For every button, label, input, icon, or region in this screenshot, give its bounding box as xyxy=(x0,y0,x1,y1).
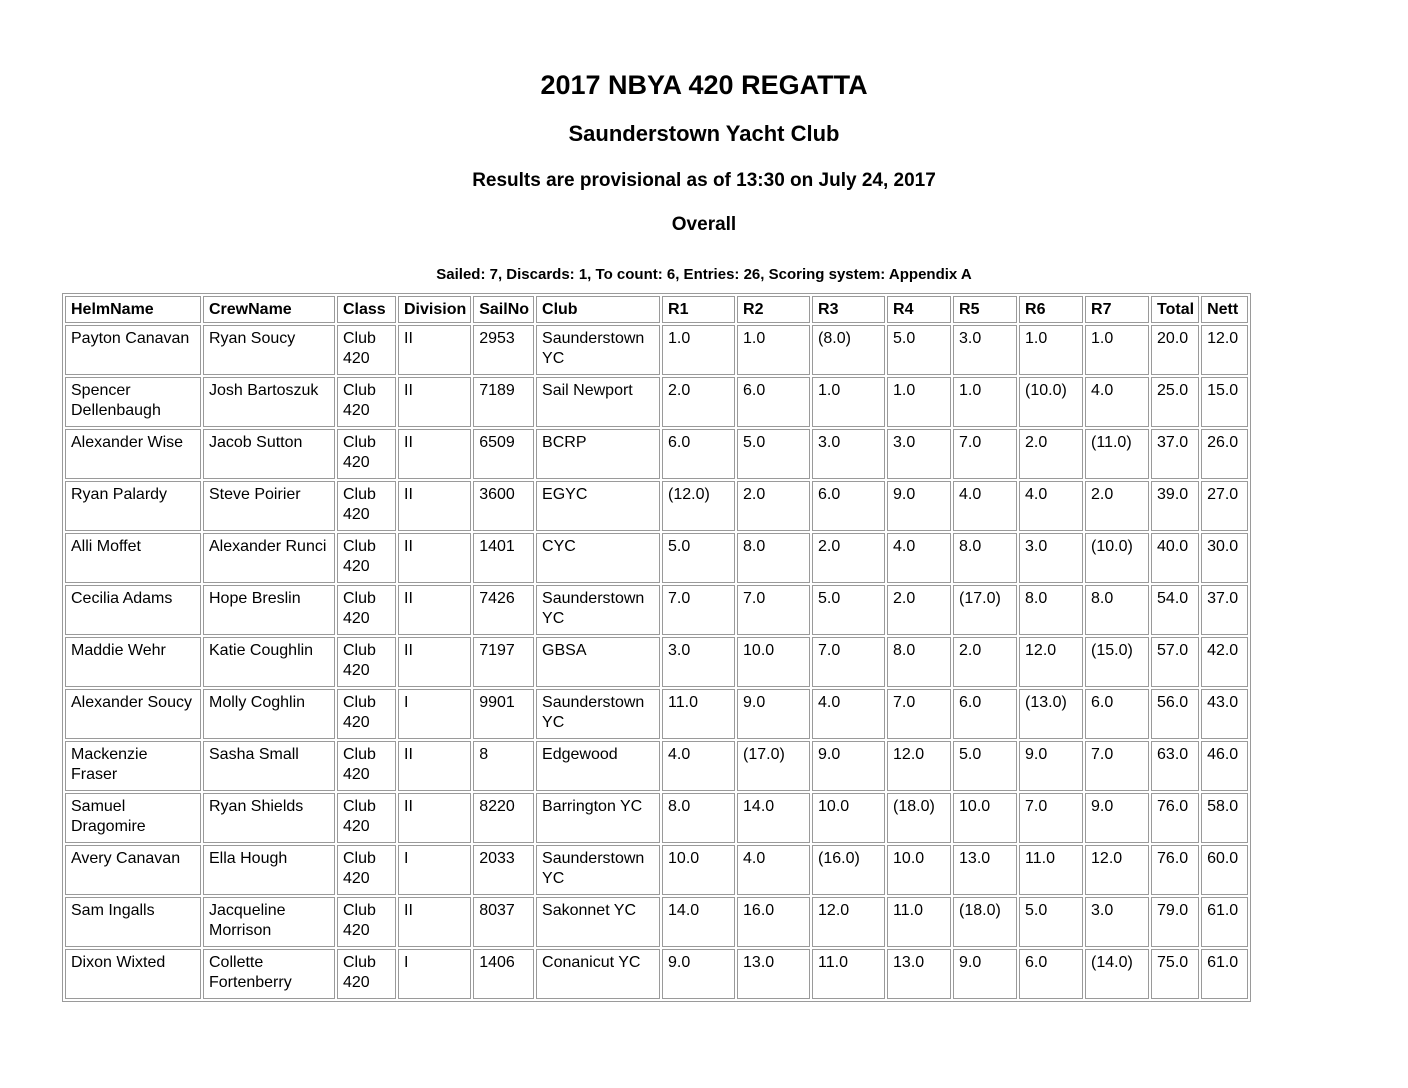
cell-r7: 9.0 xyxy=(1085,793,1149,843)
cell-class: Club 420 xyxy=(337,741,396,791)
cell-r7: 2.0 xyxy=(1085,481,1149,531)
cell-r2: 10.0 xyxy=(737,637,810,687)
cell-r2: 13.0 xyxy=(737,949,810,999)
column-header-sailno: SailNo xyxy=(473,296,534,323)
cell-r4: 11.0 xyxy=(887,897,951,947)
cell-total: 39.0 xyxy=(1151,481,1199,531)
column-header-r5: R5 xyxy=(953,296,1017,323)
cell-sailno: 7189 xyxy=(473,377,534,427)
cell-division: I xyxy=(398,949,471,999)
cell-r6: (10.0) xyxy=(1019,377,1083,427)
cell-r3: 7.0 xyxy=(812,637,885,687)
cell-r4: 3.0 xyxy=(887,429,951,479)
cell-crewname: Molly Coghlin xyxy=(203,689,335,739)
table-row xyxy=(65,897,1248,947)
cell-crewname: Josh Bartoszuk xyxy=(203,377,335,427)
cell-r5: (18.0) xyxy=(953,897,1017,947)
cell-r4: 1.0 xyxy=(887,377,951,427)
cell-division: II xyxy=(398,429,471,479)
cell-nett: 61.0 xyxy=(1201,897,1248,947)
cell-crewname: Steve Poirier xyxy=(203,481,335,531)
cell-total: 75.0 xyxy=(1151,949,1199,999)
cell-club: GBSA xyxy=(536,637,660,687)
cell-nett: 30.0 xyxy=(1201,533,1248,583)
cell-sailno: 2953 xyxy=(473,325,534,375)
cell-club: Edgewood xyxy=(536,741,660,791)
cell-class: Club 420 xyxy=(337,429,396,479)
cell-class: Club 420 xyxy=(337,533,396,583)
cell-helmname: Maddie Wehr xyxy=(65,637,201,687)
table-row xyxy=(65,689,1248,739)
cell-nett: 46.0 xyxy=(1201,741,1248,791)
cell-r3: 10.0 xyxy=(812,793,885,843)
cell-r5: 2.0 xyxy=(953,637,1017,687)
cell-r1: 7.0 xyxy=(662,585,735,635)
cell-r5: 10.0 xyxy=(953,793,1017,843)
cell-r7: (14.0) xyxy=(1085,949,1149,999)
cell-r3: 9.0 xyxy=(812,741,885,791)
cell-division: I xyxy=(398,689,471,739)
column-header-total: Total xyxy=(1151,296,1199,323)
cell-nett: 12.0 xyxy=(1201,325,1248,375)
cell-nett: 58.0 xyxy=(1201,793,1248,843)
results-table xyxy=(62,293,1251,1002)
cell-r2: 14.0 xyxy=(737,793,810,843)
cell-r1: 1.0 xyxy=(662,325,735,375)
cell-r4: 13.0 xyxy=(887,949,951,999)
cell-r6: 4.0 xyxy=(1019,481,1083,531)
provisional-status: Results are provisional as of 13:30 on July 24, 2017 xyxy=(472,170,936,191)
cell-total: 63.0 xyxy=(1151,741,1199,791)
cell-crewname: Alexander Runci xyxy=(203,533,335,583)
cell-total: 79.0 xyxy=(1151,897,1199,947)
cell-class: Club 420 xyxy=(337,481,396,531)
cell-nett: 42.0 xyxy=(1201,637,1248,687)
cell-club: BCRP xyxy=(536,429,660,479)
column-header-division: Division xyxy=(398,296,471,323)
cell-r7: 7.0 xyxy=(1085,741,1149,791)
cell-class: Club 420 xyxy=(337,377,396,427)
table-row xyxy=(65,377,1248,427)
cell-r7: (15.0) xyxy=(1085,637,1149,687)
cell-club: Sail Newport xyxy=(536,377,660,427)
cell-class: Club 420 xyxy=(337,585,396,635)
cell-r3: 12.0 xyxy=(812,897,885,947)
cell-r2: 9.0 xyxy=(737,689,810,739)
cell-r5: 3.0 xyxy=(953,325,1017,375)
table-row xyxy=(65,637,1248,687)
cell-helmname: Cecilia Adams xyxy=(65,585,201,635)
cell-r5: 1.0 xyxy=(953,377,1017,427)
section-heading: Overall xyxy=(671,214,737,235)
cell-helmname: Alli Moffet xyxy=(65,533,201,583)
column-header-r3: R3 xyxy=(812,296,885,323)
cell-helmname: Payton Canavan xyxy=(65,325,201,375)
cell-club: Barrington YC xyxy=(536,793,660,843)
cell-r4: 12.0 xyxy=(887,741,951,791)
cell-club: EGYC xyxy=(536,481,660,531)
column-header-club: Club xyxy=(536,296,660,323)
cell-r3: 2.0 xyxy=(812,533,885,583)
cell-crewname: Jacqueline Morrison xyxy=(203,897,335,947)
cell-crewname: Collette Fortenberry xyxy=(203,949,335,999)
column-header-crewname: CrewName xyxy=(203,296,335,323)
cell-r1: 8.0 xyxy=(662,793,735,843)
cell-r3: 11.0 xyxy=(812,949,885,999)
cell-r6: 6.0 xyxy=(1019,949,1083,999)
cell-r5: 7.0 xyxy=(953,429,1017,479)
table-row xyxy=(65,585,1248,635)
cell-r2: 8.0 xyxy=(737,533,810,583)
cell-r3: (8.0) xyxy=(812,325,885,375)
cell-r3: 6.0 xyxy=(812,481,885,531)
cell-r7: 8.0 xyxy=(1085,585,1149,635)
cell-nett: 15.0 xyxy=(1201,377,1248,427)
cell-r7: (10.0) xyxy=(1085,533,1149,583)
scoring-summary: Sailed: 7, Discards: 1, To count: 6, Entries: 26, Scoring system: Appendix A xyxy=(436,266,972,283)
table-row xyxy=(65,429,1248,479)
cell-sailno: 2033 xyxy=(473,845,534,895)
cell-division: I xyxy=(398,845,471,895)
cell-nett: 61.0 xyxy=(1201,949,1248,999)
cell-total: 56.0 xyxy=(1151,689,1199,739)
results-table-body xyxy=(65,325,1248,999)
cell-r6: (13.0) xyxy=(1019,689,1083,739)
cell-r4: 4.0 xyxy=(887,533,951,583)
table-row xyxy=(65,949,1248,999)
cell-total: 25.0 xyxy=(1151,377,1199,427)
cell-club: Sakonnet YC xyxy=(536,897,660,947)
cell-r4: 5.0 xyxy=(887,325,951,375)
cell-total: 37.0 xyxy=(1151,429,1199,479)
cell-total: 57.0 xyxy=(1151,637,1199,687)
cell-class: Club 420 xyxy=(337,897,396,947)
table-row xyxy=(65,793,1248,843)
cell-r5: 9.0 xyxy=(953,949,1017,999)
table-row xyxy=(65,845,1248,895)
cell-r7: 4.0 xyxy=(1085,377,1149,427)
cell-r1: 9.0 xyxy=(662,949,735,999)
cell-class: Club 420 xyxy=(337,325,396,375)
cell-division: II xyxy=(398,377,471,427)
cell-division: II xyxy=(398,585,471,635)
cell-crewname: Ryan Shields xyxy=(203,793,335,843)
host-club-heading: Saunderstown Yacht Club xyxy=(568,121,840,146)
cell-helmname: Ryan Palardy xyxy=(65,481,201,531)
cell-helmname: Sam Ingalls xyxy=(65,897,201,947)
cell-r7: 1.0 xyxy=(1085,325,1149,375)
cell-r2: 16.0 xyxy=(737,897,810,947)
cell-r1: 11.0 xyxy=(662,689,735,739)
cell-r1: (12.0) xyxy=(662,481,735,531)
cell-total: 76.0 xyxy=(1151,845,1199,895)
column-header-r6: R6 xyxy=(1019,296,1083,323)
cell-class: Club 420 xyxy=(337,793,396,843)
cell-total: 54.0 xyxy=(1151,585,1199,635)
table-row xyxy=(65,325,1248,375)
cell-sailno: 9901 xyxy=(473,689,534,739)
cell-total: 20.0 xyxy=(1151,325,1199,375)
cell-sailno: 7197 xyxy=(473,637,534,687)
cell-r6: 3.0 xyxy=(1019,533,1083,583)
cell-nett: 27.0 xyxy=(1201,481,1248,531)
cell-r7: 3.0 xyxy=(1085,897,1149,947)
cell-helmname: Avery Canavan xyxy=(65,845,201,895)
cell-crewname: Katie Coughlin xyxy=(203,637,335,687)
cell-class: Club 420 xyxy=(337,689,396,739)
cell-r3: 4.0 xyxy=(812,689,885,739)
cell-club: Saunderstown YC xyxy=(536,689,660,739)
cell-r6: 9.0 xyxy=(1019,741,1083,791)
cell-sailno: 1401 xyxy=(473,533,534,583)
cell-r4: 2.0 xyxy=(887,585,951,635)
cell-nett: 26.0 xyxy=(1201,429,1248,479)
cell-r4: 7.0 xyxy=(887,689,951,739)
cell-r3: 3.0 xyxy=(812,429,885,479)
cell-r2: 1.0 xyxy=(737,325,810,375)
cell-nett: 37.0 xyxy=(1201,585,1248,635)
cell-r1: 10.0 xyxy=(662,845,735,895)
cell-division: II xyxy=(398,481,471,531)
cell-crewname: Ella Hough xyxy=(203,845,335,895)
cell-r1: 5.0 xyxy=(662,533,735,583)
column-header-helmname: HelmName xyxy=(65,296,201,323)
cell-total: 76.0 xyxy=(1151,793,1199,843)
cell-r6: 7.0 xyxy=(1019,793,1083,843)
cell-r3: 1.0 xyxy=(812,377,885,427)
cell-helmname: Dixon Wixted xyxy=(65,949,201,999)
cell-division: II xyxy=(398,741,471,791)
cell-division: II xyxy=(398,325,471,375)
cell-sailno: 6509 xyxy=(473,429,534,479)
cell-r2: 4.0 xyxy=(737,845,810,895)
cell-r2: 5.0 xyxy=(737,429,810,479)
cell-r5: (17.0) xyxy=(953,585,1017,635)
cell-sailno: 8220 xyxy=(473,793,534,843)
cell-r6: 8.0 xyxy=(1019,585,1083,635)
cell-r6: 5.0 xyxy=(1019,897,1083,947)
cell-r7: 6.0 xyxy=(1085,689,1149,739)
cell-club: Saunderstown YC xyxy=(536,845,660,895)
cell-r1: 2.0 xyxy=(662,377,735,427)
results-table-header xyxy=(65,296,1248,323)
cell-r5: 6.0 xyxy=(953,689,1017,739)
cell-class: Club 420 xyxy=(337,637,396,687)
cell-club: CYC xyxy=(536,533,660,583)
cell-division: II xyxy=(398,637,471,687)
column-header-class: Class xyxy=(337,296,396,323)
cell-sailno: 7426 xyxy=(473,585,534,635)
cell-r4: (18.0) xyxy=(887,793,951,843)
header-row xyxy=(65,296,1248,323)
cell-r6: 1.0 xyxy=(1019,325,1083,375)
cell-r4: 8.0 xyxy=(887,637,951,687)
cell-class: Club 420 xyxy=(337,949,396,999)
cell-r2: 7.0 xyxy=(737,585,810,635)
cell-sailno: 8037 xyxy=(473,897,534,947)
cell-helmname: Samuel Dragomire xyxy=(65,793,201,843)
table-row xyxy=(65,481,1248,531)
cell-r6: 11.0 xyxy=(1019,845,1083,895)
cell-helmname: Mackenzie Fraser xyxy=(65,741,201,791)
cell-crewname: Sasha Small xyxy=(203,741,335,791)
cell-sailno: 8 xyxy=(473,741,534,791)
cell-club: Saunderstown YC xyxy=(536,585,660,635)
cell-crewname: Hope Breslin xyxy=(203,585,335,635)
regatta-title: 2017 NBYA 420 REGATTA xyxy=(540,70,868,100)
cell-total: 40.0 xyxy=(1151,533,1199,583)
cell-r6: 2.0 xyxy=(1019,429,1083,479)
cell-r2: 6.0 xyxy=(737,377,810,427)
cell-r5: 5.0 xyxy=(953,741,1017,791)
cell-helmname: Alexander Wise xyxy=(65,429,201,479)
cell-r6: 12.0 xyxy=(1019,637,1083,687)
cell-r2: (17.0) xyxy=(737,741,810,791)
column-header-r7: R7 xyxy=(1085,296,1149,323)
cell-class: Club 420 xyxy=(337,845,396,895)
cell-r5: 4.0 xyxy=(953,481,1017,531)
cell-r3: 5.0 xyxy=(812,585,885,635)
cell-helmname: Spencer Dellenbaugh xyxy=(65,377,201,427)
cell-nett: 43.0 xyxy=(1201,689,1248,739)
cell-division: II xyxy=(398,533,471,583)
cell-r1: 6.0 xyxy=(662,429,735,479)
cell-r7: (11.0) xyxy=(1085,429,1149,479)
cell-r5: 13.0 xyxy=(953,845,1017,895)
table-row xyxy=(65,533,1248,583)
cell-r1: 3.0 xyxy=(662,637,735,687)
cell-sailno: 3600 xyxy=(473,481,534,531)
table-row xyxy=(65,741,1248,791)
cell-r1: 14.0 xyxy=(662,897,735,947)
cell-r4: 10.0 xyxy=(887,845,951,895)
cell-crewname: Jacob Sutton xyxy=(203,429,335,479)
column-header-r1: R1 xyxy=(662,296,735,323)
cell-r5: 8.0 xyxy=(953,533,1017,583)
cell-r7: 12.0 xyxy=(1085,845,1149,895)
column-header-nett: Nett xyxy=(1201,296,1248,323)
column-header-r4: R4 xyxy=(887,296,951,323)
cell-helmname: Alexander Soucy xyxy=(65,689,201,739)
column-header-r2: R2 xyxy=(737,296,810,323)
cell-r3: (16.0) xyxy=(812,845,885,895)
cell-club: Conanicut YC xyxy=(536,949,660,999)
cell-r4: 9.0 xyxy=(887,481,951,531)
cell-r2: 2.0 xyxy=(737,481,810,531)
cell-division: II xyxy=(398,897,471,947)
cell-club: Saunderstown YC xyxy=(536,325,660,375)
cell-nett: 60.0 xyxy=(1201,845,1248,895)
cell-sailno: 1406 xyxy=(473,949,534,999)
cell-crewname: Ryan Soucy xyxy=(203,325,335,375)
cell-r1: 4.0 xyxy=(662,741,735,791)
cell-division: II xyxy=(398,793,471,843)
